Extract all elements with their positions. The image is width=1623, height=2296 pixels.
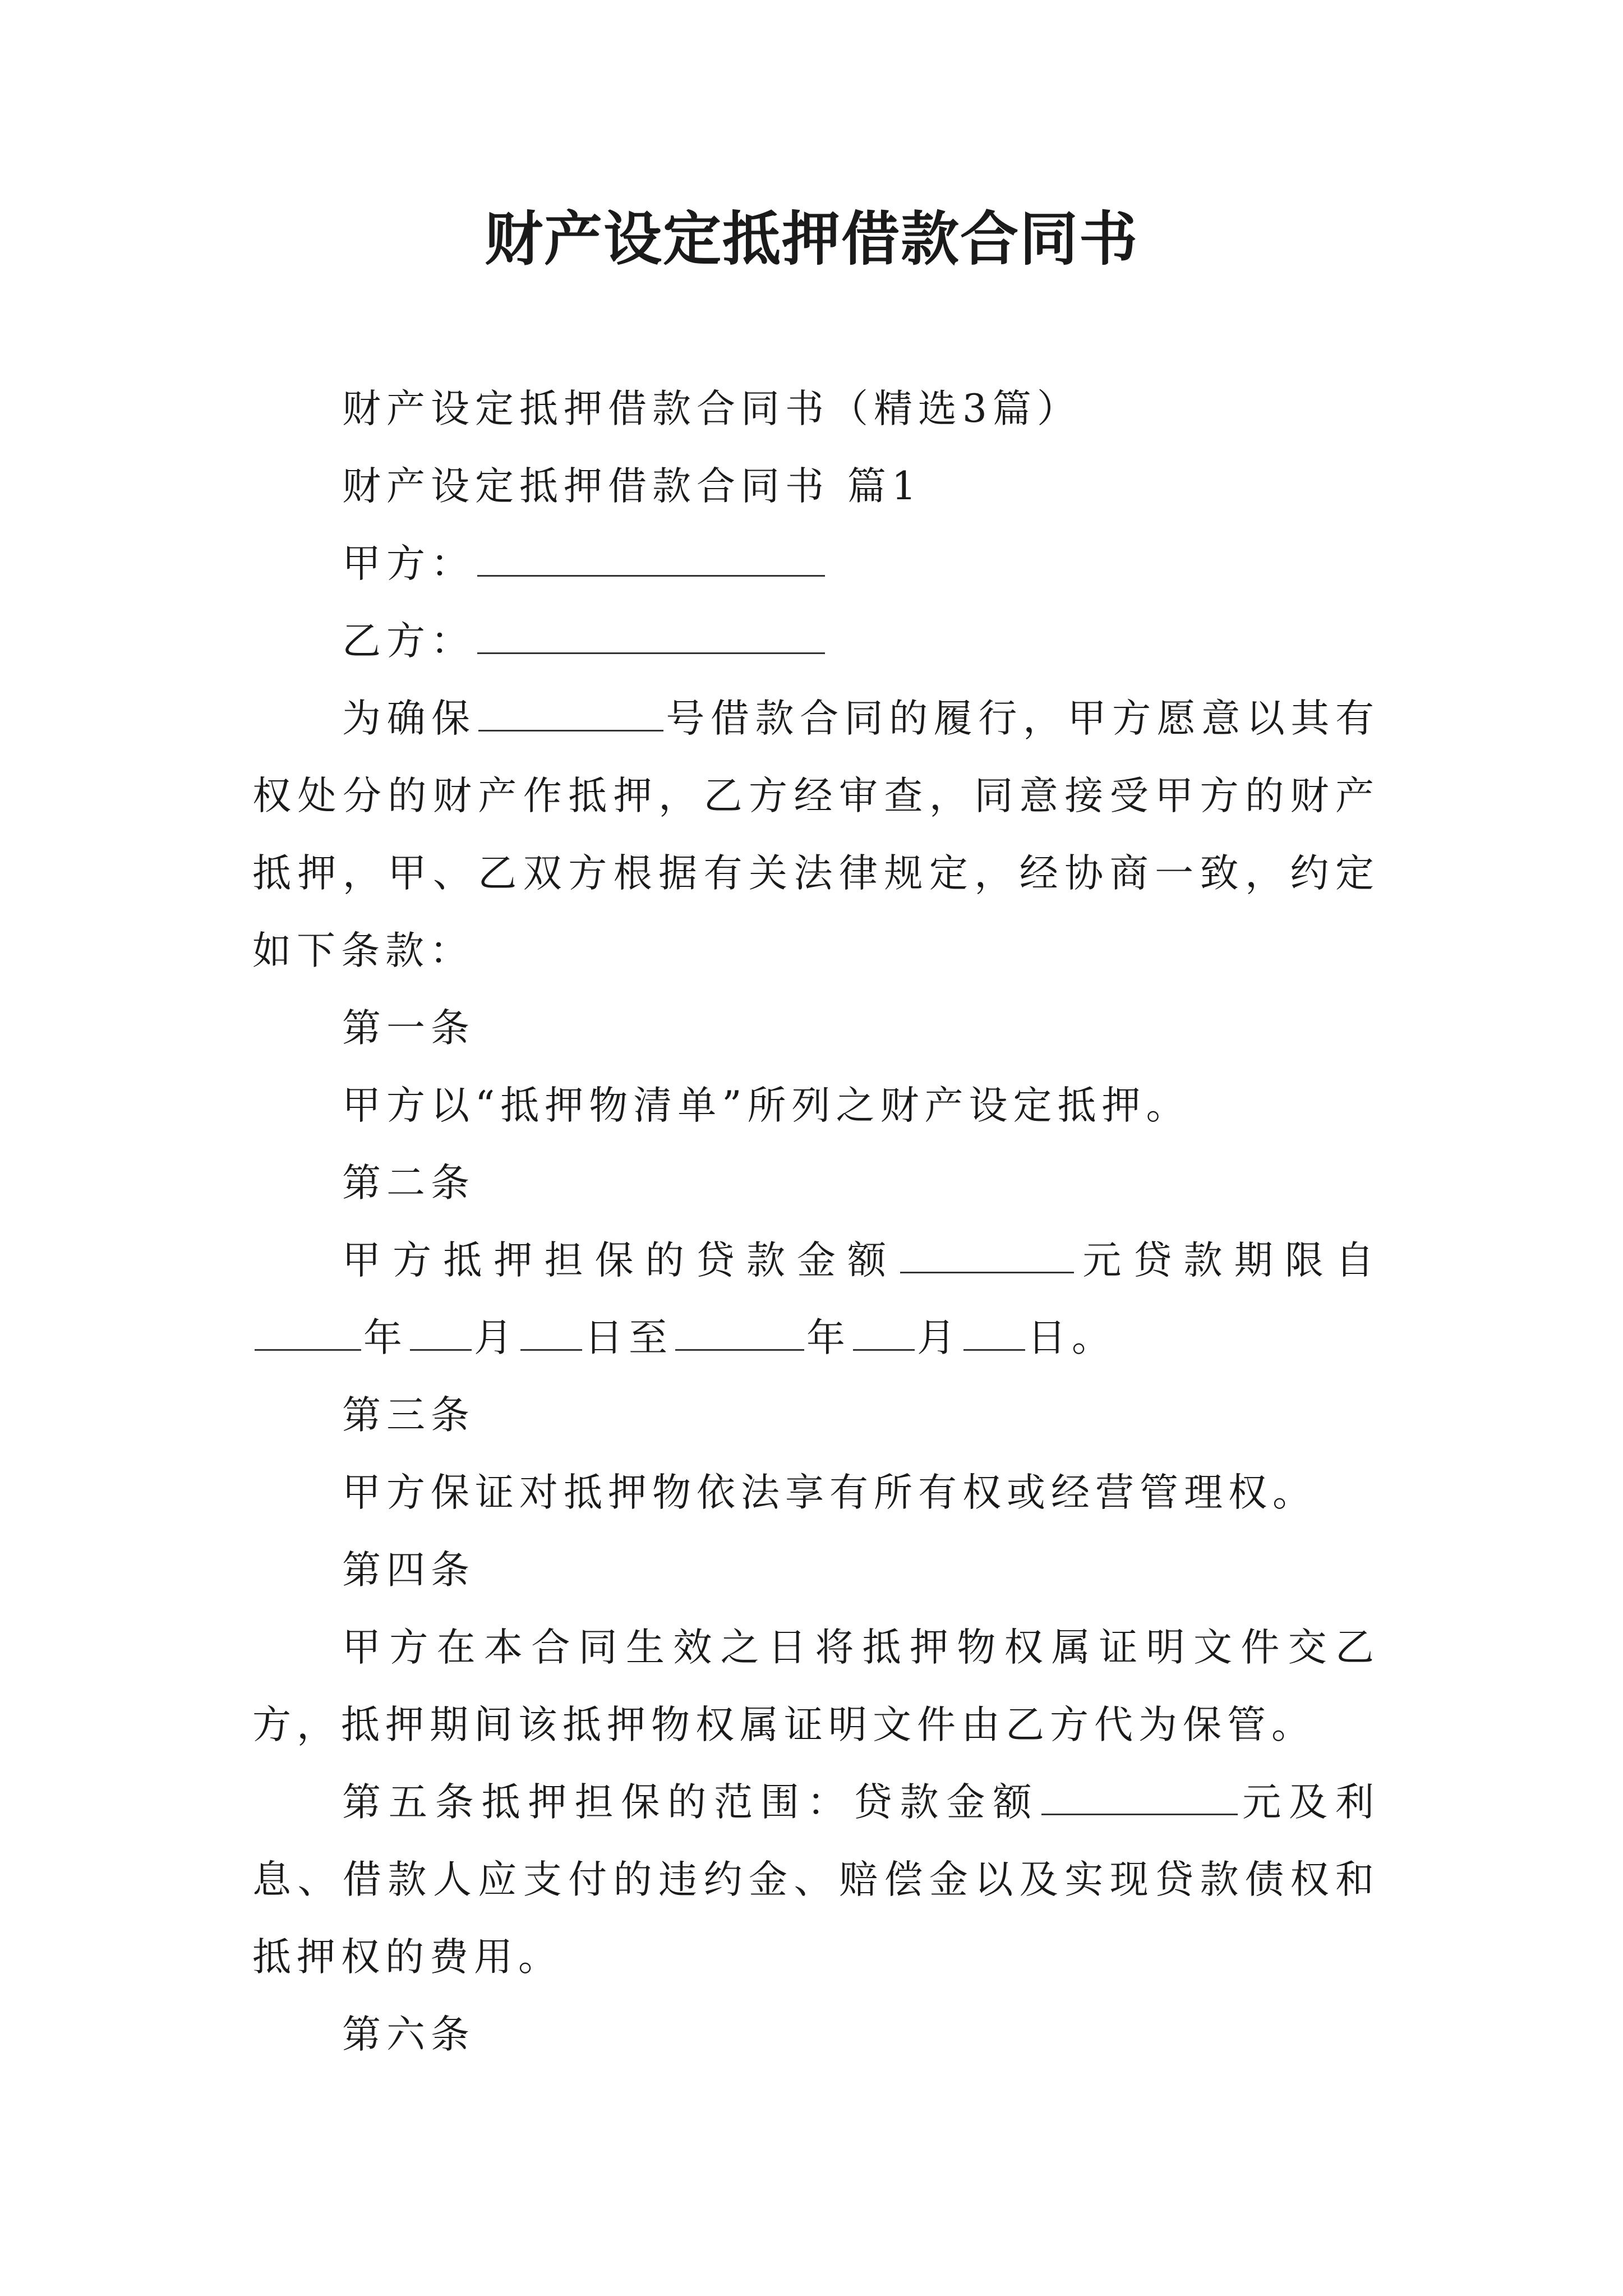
article2-year1: 年 — [363, 1315, 408, 1360]
article2-part1: 甲方抵押担保的贷款金额 — [342, 1238, 898, 1283]
party-a-line — [252, 525, 1380, 602]
preamble-part2: 号借款合同的履行，甲方愿意以其有权处分的财产作抵押，乙方经审查，同意接受甲方的财产抵押，甲、乙双方根据有关法律规定，经协商一致，约定如下条款： — [252, 696, 1380, 973]
article3-text: 甲方保证对抵押物依法享有所有权或经营管理权。 — [342, 1470, 1317, 1515]
document-subtitle: 财产设定抵押借款合同书（精选3篇） — [342, 386, 1081, 431]
start-day-blank — [520, 1349, 582, 1351]
article3-heading: 第三条 — [342, 1393, 475, 1438]
party-b-line — [252, 602, 1380, 680]
preamble-paragraph — [252, 680, 1380, 990]
article2-day2: 日。 — [1027, 1315, 1116, 1360]
loan-amount-blank — [900, 1271, 1074, 1273]
end-year-blank — [675, 1349, 804, 1351]
preamble-part1: 为确保 — [342, 696, 476, 741]
article2-year2: 年 — [806, 1315, 851, 1360]
section-heading: 财产设定抵押借款合同书 篇1 — [342, 464, 922, 509]
article2-day1: 日至 — [584, 1315, 673, 1360]
contract-number-blank — [478, 729, 663, 731]
party-a-label: 甲方： — [342, 541, 475, 586]
article5-part1: 第五条抵押担保的范围：贷款金额 — [342, 1780, 1040, 1825]
party-b-label: 乙方： — [342, 619, 475, 664]
start-year-blank — [255, 1349, 361, 1351]
start-month-blank — [410, 1349, 472, 1351]
article4-heading: 第四条 — [342, 1548, 475, 1593]
party-b-blank — [477, 652, 825, 654]
end-day-blank — [963, 1349, 1025, 1351]
document-body — [252, 370, 1380, 2073]
article6-heading: 第六条 — [342, 2012, 475, 2057]
end-month-blank — [853, 1349, 915, 1351]
guarantee-amount-blank — [1041, 1813, 1238, 1815]
party-a-blank — [477, 574, 825, 577]
article2-month2: 月 — [917, 1315, 961, 1360]
article2-part2: 元贷款期限自 — [1076, 1238, 1380, 1283]
article5-part2: 元及利息、借款人应支付的违约金、赔偿金以及实现贷款债权和抵押权的费用。 — [252, 1780, 1380, 1980]
article4-text: 甲方在本合同生效之日将抵押物权属证明文件交乙方，抵押期间该抵押物权属证明文件由乙方代为保管。 — [252, 1625, 1380, 1747]
article5-text — [252, 1764, 1380, 1996]
article2-text — [252, 1222, 1380, 1377]
article1-heading: 第一条 — [342, 1006, 475, 1051]
document-title: 财产设定抵押借款合同书 — [484, 205, 1138, 273]
article1-text: 甲方以“抵押物清单”所列之财产设定抵押。 — [342, 1083, 1191, 1128]
article2-month1: 月 — [474, 1315, 518, 1360]
article2-heading: 第二条 — [342, 1161, 475, 1205]
